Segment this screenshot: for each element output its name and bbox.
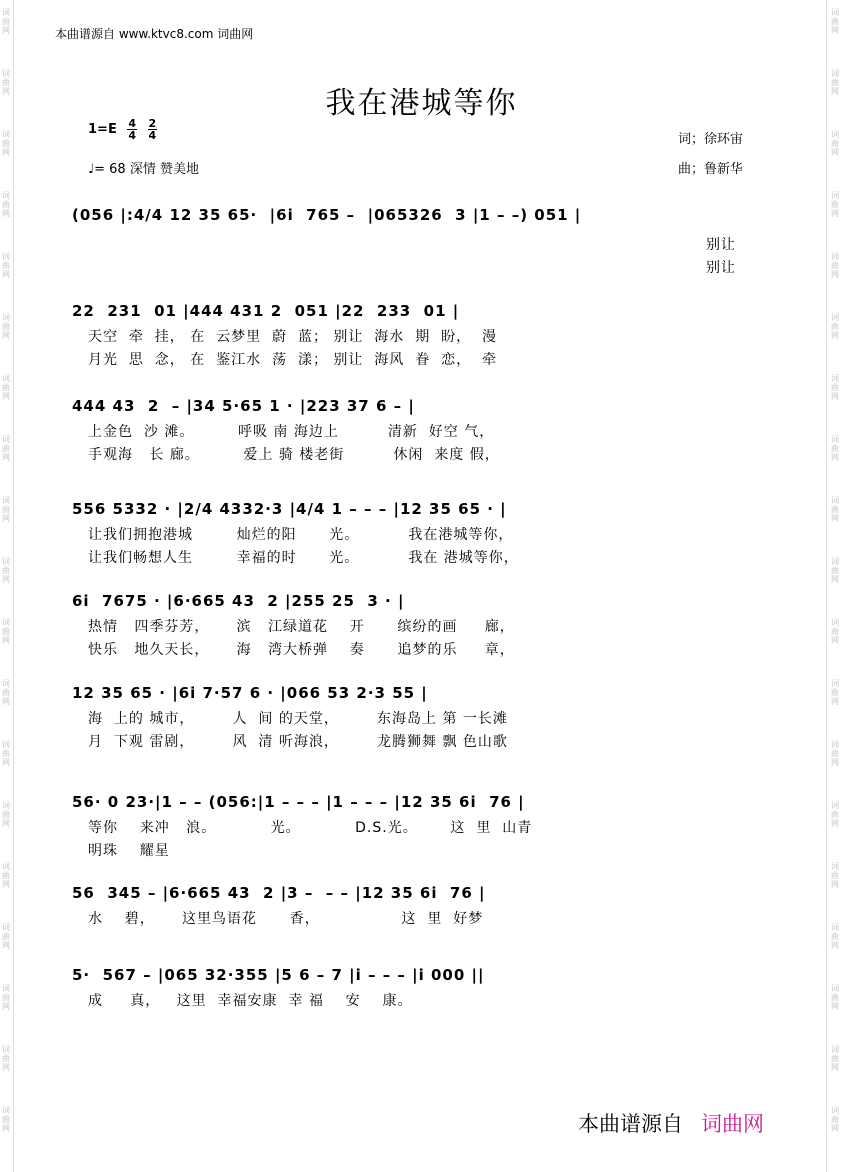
watermark-text: 词 曲 网 <box>831 69 839 96</box>
watermark-text: 词 曲 网 <box>831 130 839 157</box>
notation-line: 56 345 – |6·665 43 2 |3 – – – |12 35 6i 76 | <box>72 884 486 902</box>
watermark-text: 词 曲 网 <box>2 313 10 340</box>
watermark-text: 词 曲 网 <box>2 984 10 1011</box>
tempo-marking: ♩= 68 深情 赞美地 <box>88 162 199 177</box>
lyric-verse-1: 上金色 沙 滩。 呼吸 南 海边上 清新 好空 气， <box>88 424 495 440</box>
footer-text: 本曲谱源自 <box>578 1112 683 1136</box>
watermark-text: 词 曲 网 <box>2 740 10 767</box>
notation-line: 556 5332 · |2/4 4332·3 |4/4 1 – – – |12 35 65 · | <box>72 500 507 518</box>
lyric-verse-1: 让我们拥抱港城 灿烂的阳 光。 我在港城等你， <box>88 527 514 543</box>
lyric-verse-1: 成 真， 这里 幸福安康 幸 福 安 康。 <box>88 993 413 1009</box>
composer-credit: 曲；鲁新华 <box>678 162 744 177</box>
watermark-text: 词 曲 网 <box>831 374 839 401</box>
lyric-verse-1: 水 碧， 这里鸟语花 香， 这 里 好梦 <box>88 911 484 927</box>
watermark-text: 词 曲 网 <box>2 374 10 401</box>
score-system-4 <box>72 500 762 570</box>
watermark-text: 词 曲 网 <box>831 557 839 584</box>
score-system-8 <box>72 884 762 934</box>
header-source: 本曲谱源自 www.ktvc8.com 词曲网 <box>55 27 254 41</box>
watermark-text: 词 曲 网 <box>831 740 839 767</box>
watermark-text: 词 曲 网 <box>831 252 839 279</box>
notation-line: (056 |:4/4 12 35 65· |6i 765 – |065326 3 |1 – –) 051 | <box>72 206 582 224</box>
song-title: 我在港城等你 <box>325 86 518 121</box>
footer-source <box>578 1108 764 1138</box>
lyric-verse-2: 手观海 长 廊。 爱上 骑 楼老街 休闲 来度 假， <box>88 447 500 463</box>
score-system-7 <box>72 793 762 863</box>
watermark-text: 词 曲 网 <box>2 435 10 462</box>
watermark-text: 词 曲 网 <box>831 618 839 645</box>
watermark-text: 词 曲 网 <box>2 130 10 157</box>
lyric-pickup-1: 别让 <box>706 237 736 253</box>
score-system-3 <box>72 397 762 467</box>
watermark-text: 词 曲 网 <box>2 191 10 218</box>
lyric-verse-2: 月 下观 雷剧， 风 清 听海浪， 龙腾狮舞 飘 色山歌 <box>88 734 508 750</box>
lyric-verse-2: 月光 思 念， 在 鉴江水 荡 漾； 别让 海风 眷 恋， 牵 <box>88 352 498 368</box>
watermark-text: 词 曲 网 <box>831 679 839 706</box>
watermark-text: 词 曲 网 <box>2 1106 10 1133</box>
watermark-text: 词 曲 网 <box>831 435 839 462</box>
score-system-2 <box>72 302 762 372</box>
notation-line: 6i 7675 · |6·665 43 2 |255 25 3 · | <box>72 592 405 610</box>
watermark-text: 词 曲 网 <box>831 8 839 35</box>
lyric-verse-2: 让我们畅想人生 幸福的时 光。 我在 港城等你， <box>88 550 519 566</box>
left-watermark-strip <box>0 0 14 1172</box>
watermark-text: 词 曲 网 <box>2 252 10 279</box>
lyric-verse-1: 天空 牵 挂， 在 云梦里 蔚 蓝； 别让 海水 期 盼， 漫 <box>88 329 498 345</box>
footer-brand: 词曲网 <box>701 1112 764 1136</box>
watermark-text: 词 曲 网 <box>2 618 10 645</box>
lyric-verse-2: 快乐 地久天长， 海 湾大桥弹 奏 追梦的乐 章， <box>88 642 515 658</box>
watermark-text: 词 曲 网 <box>831 923 839 950</box>
watermark-text: 词 曲 网 <box>831 862 839 889</box>
watermark-text: 词 曲 网 <box>2 1045 10 1072</box>
score-system-9 <box>72 966 762 1016</box>
lyric-verse-2: 明珠 耀星 <box>88 843 170 859</box>
time-signature-1: $\frac{4}{4}$ <box>128 117 137 142</box>
watermark-text: 词 曲 网 <box>831 801 839 828</box>
watermark-text: 词 曲 网 <box>2 801 10 828</box>
watermark-text: 词 曲 网 <box>2 69 10 96</box>
watermark-text: 词 曲 网 <box>831 496 839 523</box>
watermark-text: 词 曲 网 <box>831 313 839 340</box>
watermark-text: 词 曲 网 <box>831 984 839 1011</box>
notation-line: 5· 567 – |065 32·355 |5 6 – 7 |i – – – |i 000 || <box>72 966 485 984</box>
score-system-5 <box>72 592 762 662</box>
score-system-6 <box>72 684 762 754</box>
right-watermark-strip <box>829 0 843 1172</box>
notation-line: 56· 0 23·|1 – – (056:|1 – – – |1 – – – |12 35 6i 76 | <box>72 793 525 811</box>
lyric-verse-1: 等你 来冲 浪。 光。 D.S.光。 这 里 山青 <box>88 820 533 836</box>
watermark-text: 词 曲 网 <box>831 1045 839 1072</box>
time-signature-2: $\frac{2}{4}$ <box>148 117 157 142</box>
key-signature: 1=E $\frac{4}{4}$ $\frac{2}{4}$ <box>88 117 157 142</box>
watermark-text: 词 曲 网 <box>2 862 10 889</box>
notation-line: 444 43 2 – |34 5·65 1 · |223 37 6 – | <box>72 397 415 415</box>
lyric-pickup-2: 别让 <box>706 260 736 276</box>
score-system-1 <box>72 206 762 276</box>
watermark-text: 词 曲 网 <box>2 923 10 950</box>
notation-line: 12 35 65 · |6i 7·57 6 · |066 53 2·3 55 | <box>72 684 428 702</box>
watermark-text: 词 曲 网 <box>2 557 10 584</box>
lyric-verse-1: 海 上的 城市， 人 间 的天堂， 东海岛上 第 一长滩 <box>88 711 508 727</box>
watermark-text: 词 曲 网 <box>2 8 10 35</box>
watermark-text: 词 曲 网 <box>831 1106 839 1133</box>
watermark-text: 词 曲 网 <box>2 679 10 706</box>
watermark-text: 词 曲 网 <box>831 191 839 218</box>
lyric-verse-1: 热情 四季芬芳， 滨 江绿道花 开 缤纷的画 廊， <box>88 619 515 635</box>
notation-line: 22 231 01 |444 431 2 051 |22 233 01 | <box>72 302 460 320</box>
lyricist-credit: 词；徐环宙 <box>678 132 744 147</box>
watermark-text: 词 曲 网 <box>2 496 10 523</box>
